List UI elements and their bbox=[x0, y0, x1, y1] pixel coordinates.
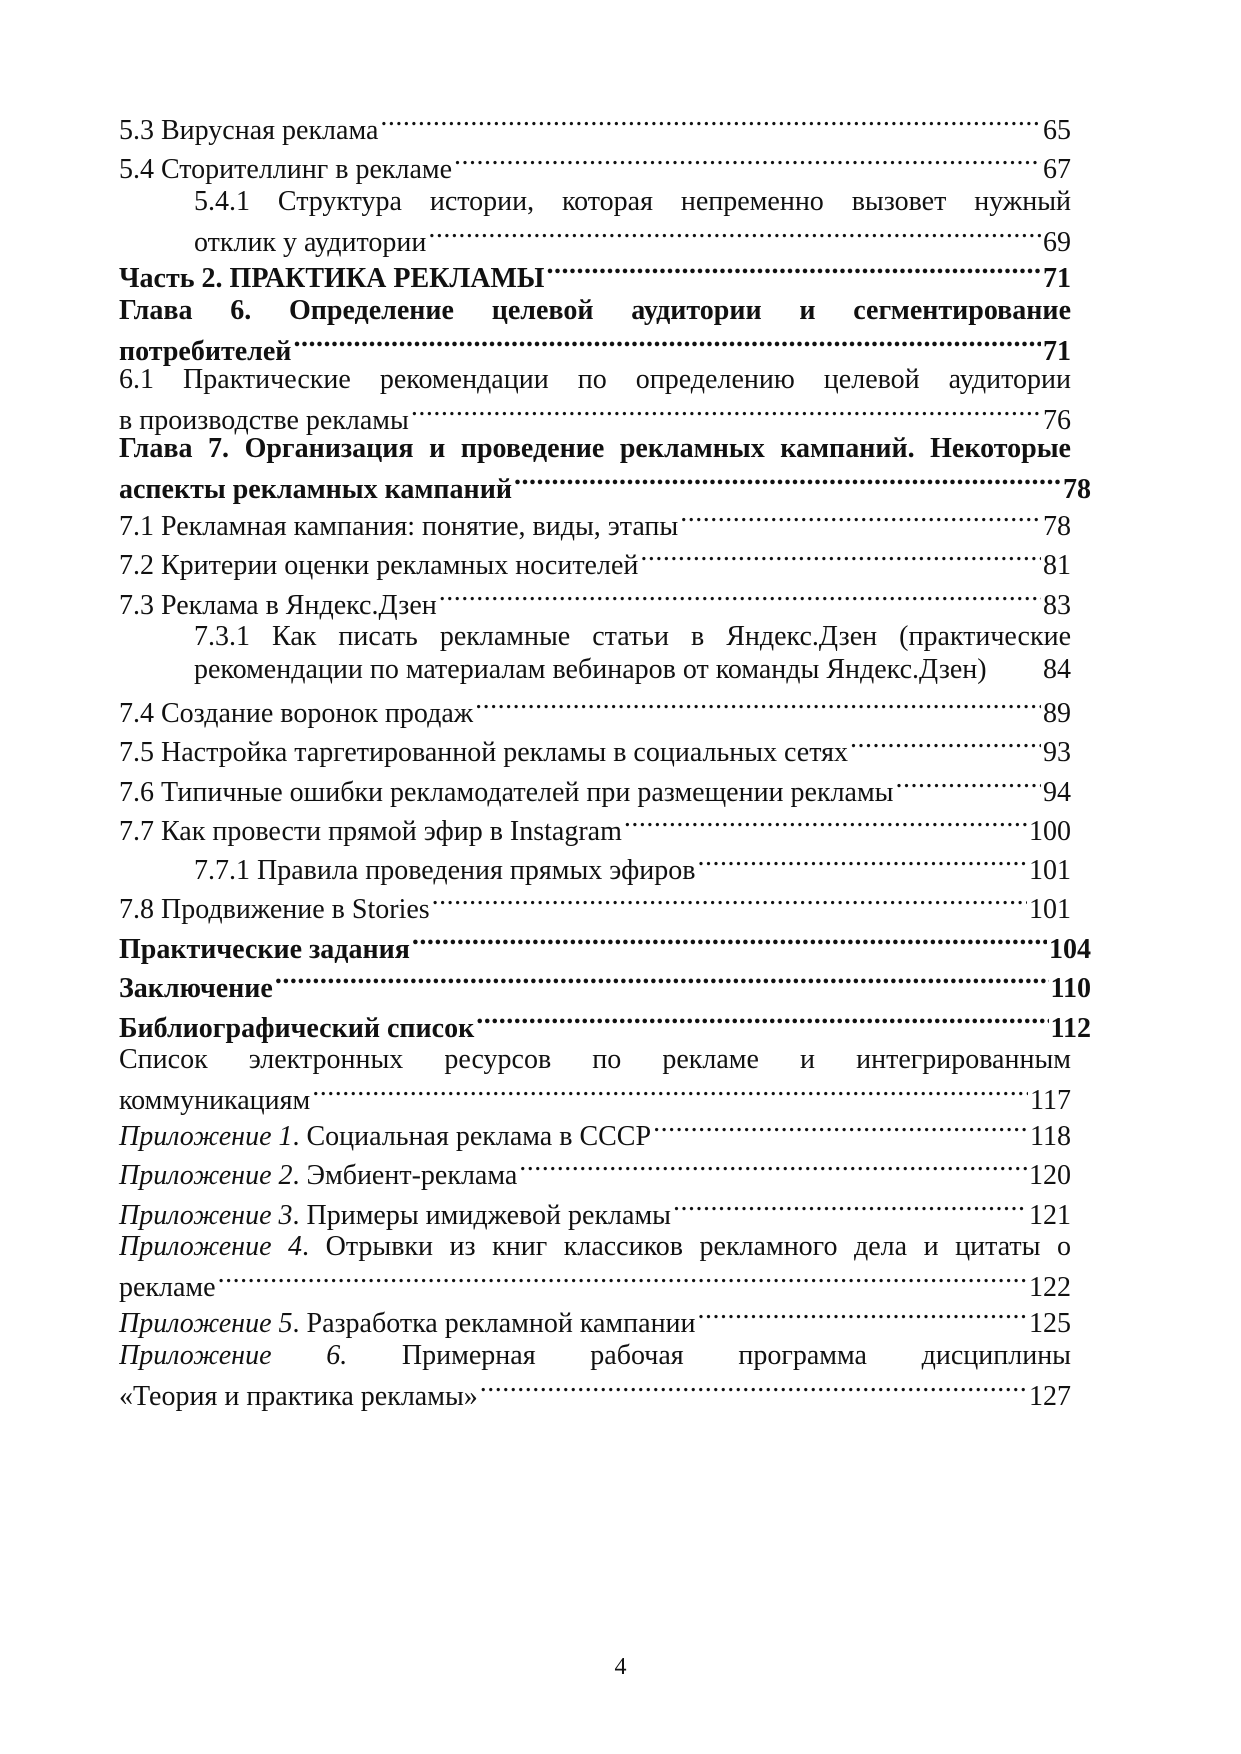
toc-entry-7-6[interactable] bbox=[119, 768, 1071, 808]
toc-entry-title-cont: коммуникациям bbox=[119, 1085, 311, 1116]
toc-entry-title: . Разработка рекламной кампании bbox=[292, 1308, 696, 1339]
toc-entry-title-cont: потребителей bbox=[119, 336, 292, 367]
toc-entry-7-5[interactable] bbox=[119, 728, 1071, 768]
toc-entry-page: 118 bbox=[1030, 1121, 1071, 1152]
toc-entry-6-1[interactable] bbox=[119, 363, 1071, 436]
toc-entry-appendix-2[interactable] bbox=[119, 1151, 1071, 1191]
toc-entry-page: 78 bbox=[1063, 474, 1091, 505]
toc-entry-7-7[interactable] bbox=[119, 807, 1071, 847]
dot-leader bbox=[624, 807, 1027, 840]
toc-entry-title: Библиографический список bbox=[119, 1013, 475, 1044]
dot-leader bbox=[412, 925, 1047, 958]
toc-entry-title: 7.2 Критерии оценки рекламных носителей bbox=[119, 550, 639, 581]
toc-entry-title-cont: «Теория и практика рекламы» bbox=[119, 1381, 478, 1412]
toc-entry-title: . Отрывки из книг классиков рекламного дела и цитаты о bbox=[302, 1231, 1071, 1262]
toc-entry-page: 67 bbox=[1043, 154, 1071, 185]
toc-entry-title: 7.5 Настройка таргетированной рекламы в социальных сетях bbox=[119, 737, 848, 768]
toc-entry-7-8[interactable] bbox=[119, 885, 1071, 925]
toc-entry-title-cont: рекламе bbox=[119, 1272, 216, 1303]
toc-entry-title: 5.4 Сторителлинг в рекламе bbox=[119, 154, 453, 185]
appendix-label: Приложение 4 bbox=[119, 1231, 303, 1262]
toc-entry-title-cont: рекомендации по материалам вебинаров от команды Яндекс.Дзен) bbox=[194, 654, 987, 685]
dot-leader bbox=[697, 846, 1027, 879]
toc-entry-page: 69 bbox=[1043, 227, 1071, 258]
toc-entry-title: 7.4 Создание воронок продаж bbox=[119, 698, 474, 729]
toc-entry-page: 127 bbox=[1029, 1381, 1071, 1412]
toc-entry-appendix-4[interactable] bbox=[119, 1230, 1071, 1303]
toc-entry-page: 65 bbox=[1043, 115, 1071, 146]
dot-leader bbox=[480, 1372, 1027, 1405]
toc-entry-e-resources[interactable] bbox=[119, 1043, 1071, 1116]
page-number: 4 bbox=[614, 1654, 627, 1680]
toc-entry-appendix-3[interactable] bbox=[119, 1191, 1071, 1231]
toc-entry-title: Глава 7. Организация и проведение рекламных кампаний. Некоторые bbox=[119, 433, 1071, 464]
toc-entry-appendix-6[interactable] bbox=[119, 1339, 1071, 1412]
toc-entry-chapter-7[interactable] bbox=[119, 432, 1091, 505]
toc-entry-5-3[interactable] bbox=[119, 106, 1071, 146]
dot-leader bbox=[514, 465, 1061, 498]
toc-entry-title: 5.4.1 Структура истории, которая непременно вызовет нужный bbox=[194, 186, 1071, 217]
dot-leader bbox=[698, 1299, 1027, 1332]
toc-entry-page: 71 bbox=[1043, 263, 1071, 294]
dot-leader bbox=[896, 768, 1042, 801]
toc-entry-page: 101 bbox=[1029, 855, 1071, 886]
toc-entry-page: 125 bbox=[1029, 1308, 1071, 1339]
dot-leader bbox=[312, 1076, 1028, 1109]
toc-entry-title: . Эмбиент-реклама bbox=[292, 1160, 518, 1191]
dot-leader bbox=[293, 327, 1041, 360]
toc-entry-page: 76 bbox=[1043, 405, 1071, 436]
appendix-label: Приложение 2 bbox=[119, 1160, 293, 1191]
dot-leader bbox=[640, 541, 1041, 574]
toc-entry-page: 104 bbox=[1049, 934, 1091, 965]
toc-entry-title: Часть 2. ПРАКТИКА РЕКЛАМЫ bbox=[119, 263, 545, 294]
toc-entry-title: 7.7.1 Правила проведения прямых эфиров bbox=[194, 855, 696, 886]
toc-entry-title-cont: аспекты рекламных кампаний bbox=[119, 474, 512, 505]
toc-entry-page: 112 bbox=[1050, 1013, 1091, 1044]
toc-entry-title: Примерная рабочая программа дисциплины bbox=[347, 1340, 1071, 1371]
toc-entry-title: 7.3 Реклама в Яндекс.Дзен bbox=[119, 590, 437, 621]
toc-entry-title: 7.6 Типичные ошибки рекламодателей при размещении рекламы bbox=[119, 777, 894, 808]
appendix-label: Приложение 1 bbox=[119, 1121, 293, 1152]
toc-entry-page: 93 bbox=[1043, 737, 1071, 768]
toc-entry-page: 94 bbox=[1043, 777, 1071, 808]
toc-entry-page: 110 bbox=[1050, 973, 1091, 1004]
toc-entry-practical-tasks[interactable] bbox=[119, 925, 1091, 965]
dot-leader bbox=[428, 218, 1041, 251]
dot-leader bbox=[476, 1004, 1048, 1037]
toc-entry-page: 78 bbox=[1043, 511, 1071, 542]
dot-leader bbox=[519, 1151, 1027, 1184]
dot-leader bbox=[439, 581, 1041, 614]
appendix-label: Приложение 5 bbox=[119, 1308, 293, 1339]
dot-leader bbox=[850, 728, 1041, 761]
toc-entry-page: 81 bbox=[1043, 550, 1071, 581]
toc-entry-page: 100 bbox=[1029, 816, 1071, 847]
dot-leader bbox=[680, 502, 1041, 535]
toc-entry-5-4[interactable] bbox=[119, 145, 1071, 185]
dot-leader bbox=[454, 145, 1041, 178]
toc-entry-title: Глава 6. Определение целевой аудитории и сегментирование bbox=[119, 295, 1071, 326]
toc-entry-7-4[interactable] bbox=[119, 689, 1071, 729]
toc-entry-7-3[interactable] bbox=[119, 581, 1071, 621]
toc-entry-7-2[interactable] bbox=[119, 541, 1071, 581]
toc-entry-title-cont: отклик у аудитории bbox=[194, 227, 427, 258]
toc-entry-title: Заключение bbox=[119, 973, 273, 1004]
toc-entry-title: 5.3 Вирусная реклама bbox=[119, 115, 379, 146]
toc-entry-page: 71 bbox=[1043, 336, 1071, 367]
toc-entry-conclusion[interactable] bbox=[119, 964, 1091, 1004]
dot-leader bbox=[673, 1191, 1027, 1224]
toc-entry-chapter-6[interactable] bbox=[119, 294, 1071, 367]
toc-entry-page: 83 bbox=[1043, 590, 1071, 621]
toc-entry-5-4-1[interactable] bbox=[194, 185, 1071, 258]
toc-entry-title-cont: в производстве рекламы bbox=[119, 405, 409, 436]
dot-leader bbox=[546, 254, 1041, 287]
toc-entry-title: 6.1 Практические рекомендации по определению целевой аудитории bbox=[119, 364, 1071, 395]
toc-entry-page: 89 bbox=[1043, 698, 1071, 729]
dot-leader bbox=[653, 1112, 1028, 1145]
appendix-label: Приложение 6. bbox=[119, 1340, 348, 1371]
toc-entry-page: 117 bbox=[1030, 1085, 1071, 1116]
toc-entry-title: Список электронных ресурсов по рекламе и интегрированным bbox=[119, 1044, 1071, 1075]
appendix-label: Приложение 3 bbox=[119, 1200, 293, 1231]
toc-entry-page: 121 bbox=[1029, 1200, 1071, 1231]
toc-entry-7-1[interactable] bbox=[119, 502, 1071, 542]
toc-entry-part-2[interactable] bbox=[119, 254, 1071, 294]
dot-leader bbox=[432, 885, 1027, 918]
toc-entry-title: 7.7 Как провести прямой эфир в Instagram bbox=[119, 816, 622, 847]
toc-entry-page: 84 bbox=[1043, 654, 1071, 685]
dot-leader bbox=[380, 106, 1041, 139]
dot-leader bbox=[475, 689, 1041, 722]
toc-entry-7-3-1[interactable] bbox=[194, 620, 1071, 686]
toc-entry-title: 7.8 Продвижение в Stories bbox=[119, 894, 430, 925]
toc-entry-title: 7.1 Рекламная кампания: понятие, виды, этапы bbox=[119, 511, 679, 542]
toc-entry-7-7-1[interactable] bbox=[194, 846, 1071, 886]
toc-entry-title: . Примеры имиджевой рекламы bbox=[292, 1200, 671, 1231]
toc-entry-appendix-1[interactable] bbox=[119, 1112, 1071, 1152]
dot-leader bbox=[275, 964, 1049, 997]
dot-leader bbox=[218, 1263, 1027, 1296]
toc-entry-title: . Социальная реклама в СССР bbox=[292, 1121, 652, 1152]
dot-leader bbox=[411, 396, 1041, 429]
toc-entry-page: 101 bbox=[1029, 894, 1071, 925]
toc-entry-title: Практические задания bbox=[119, 934, 410, 965]
toc-entry-page: 122 bbox=[1029, 1272, 1071, 1303]
toc-entry-page: 120 bbox=[1029, 1160, 1071, 1191]
toc-entry-appendix-5[interactable] bbox=[119, 1299, 1071, 1339]
toc-entry-bibliography[interactable] bbox=[119, 1004, 1091, 1044]
toc-entry-title: 7.3.1 Как писать рекламные статьи в Яндекс.Дзен (практические bbox=[194, 621, 1071, 652]
